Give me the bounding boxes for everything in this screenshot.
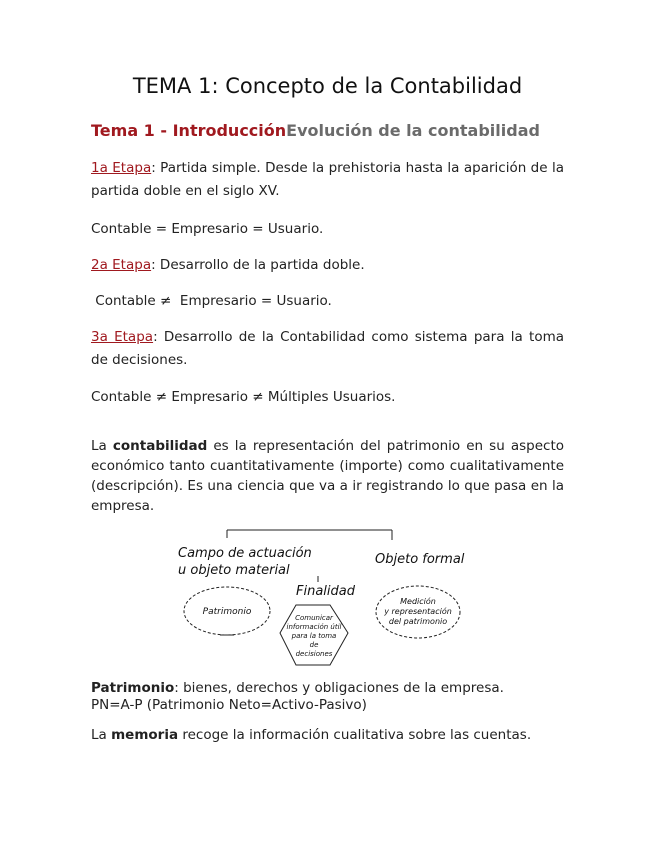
memoria-term: memoria (111, 727, 179, 743)
etapa-2-link[interactable]: 2a Etapa (91, 257, 152, 273)
definition-term: contabilidad (112, 438, 208, 454)
memoria-pre: La (91, 727, 112, 743)
definition-pre: La (91, 438, 113, 454)
patrimonio-term: Patrimonio (91, 680, 175, 696)
objeto-formal-label: Objeto formal (375, 552, 465, 567)
patrimonio-node-label: Patrimonio (202, 607, 252, 617)
etapa-2-text: : Desarrollo de la partida doble. (151, 257, 365, 273)
etapa-3-paragraph (91, 326, 564, 372)
page-title: TEMA 1: Concepto de la Contabilidad (132, 74, 523, 98)
etapa-1-link[interactable]: 1a Etapa (91, 160, 152, 176)
comunicar-line-5: decisiones (295, 650, 333, 658)
etapa-1-formula: Contable = Empresario = Usuario. (91, 221, 324, 237)
comunicar-line-1: Comunicar (295, 614, 333, 622)
etapa-3-text: : Desarrollo de la Contabilidad como sistema para la toma de decisiones. (91, 329, 564, 368)
subtitle-heading: Evolución de la contabilidad (286, 121, 540, 140)
etapa-3-formula: Contable ≠ Empresario ≠ Múltiples Usuarios. (91, 389, 396, 405)
memoria-paragraph (91, 724, 564, 747)
finalidad-label: Finalidad (296, 584, 355, 599)
contabilidad-diagram (170, 522, 470, 672)
etapa-2-formula: Contable ≠ Empresario = Usuario. (91, 293, 332, 309)
memoria-text: recoge la información cualitativa sobre las cuentas. (178, 727, 532, 743)
campo-label-2: u objeto material (178, 563, 290, 578)
etapa-1-paragraph (91, 157, 564, 203)
patrimonio-paragraph (91, 680, 564, 714)
comunicar-line-3: para la toma (291, 632, 337, 640)
campo-label-1: Campo de actuación (178, 546, 312, 561)
etapa-1-text: : Partida simple. Desde la prehistoria hasta la aparición de la partida doble en el siglo XV. (91, 160, 564, 199)
medicion-line-1: Medición (400, 597, 436, 606)
etapa-3-link[interactable]: 3a Etapa (91, 329, 154, 345)
etapa-2-paragraph (91, 254, 564, 277)
section-subtitle (91, 121, 540, 140)
definition-paragraph (91, 436, 564, 516)
comunicar-line-4: de (309, 641, 319, 649)
medicion-line-2: y representación (384, 607, 452, 616)
comunicar-line-2: información útil (286, 623, 342, 631)
patrimonio-text: : bienes, derechos y obligaciones de la empresa. (174, 680, 504, 696)
definition-body: es la representación del patrimonio en su aspecto económico tanto cuantitativamente (importe) como cualitativamente (descripción). Es una ciencia que va a ir registrando lo que pasa en la empresa. (91, 438, 564, 514)
medicion-line-3: del patrimonio (388, 617, 448, 626)
patrimonio-formula: PN=A-P (Patrimonio Neto=Activo-Pasivo) (91, 697, 367, 713)
subtitle-topic: Tema 1 - Introducción (91, 121, 287, 140)
